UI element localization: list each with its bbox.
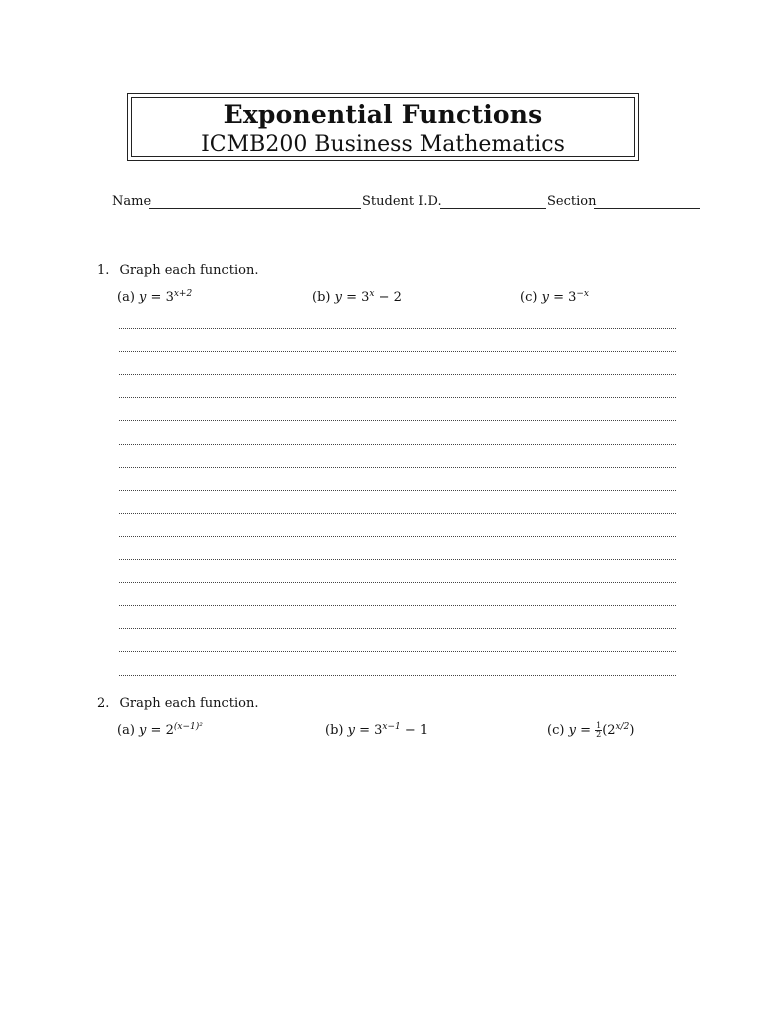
name-field-line[interactable] [149,208,361,209]
question-2-part-c: (c) y = $\frac{1}{2}$ $(2^{x/2})$ [547,721,635,739]
part-label: (b) [325,723,344,738]
tail: − 1 [400,723,429,738]
question-1-part-c: (c) $y = 3^{-x}$ [520,289,590,305]
question-1-number: 1. [97,263,110,278]
base: 2 [165,723,174,738]
answer-line[interactable] [119,675,676,676]
answer-line[interactable] [119,351,676,352]
tail: ) [629,723,635,738]
section-label: Section [547,194,597,209]
answer-line[interactable] [119,582,676,583]
question-1-heading [97,263,259,278]
page-title: Exponential Functions [223,100,543,129]
student-id-field-line[interactable] [440,208,546,209]
part-label: (c) [520,290,538,305]
question-2-number: 2. [97,696,110,711]
answer-line[interactable] [119,397,676,398]
question-2-prompt: Graph each function. [119,696,259,711]
question-1-prompt: Graph each function. [119,263,259,278]
base: 3 [374,723,383,738]
fraction-numerator: 1 [596,721,602,730]
part-label: (b) [312,290,331,305]
answer-line[interactable] [119,374,676,375]
base: 3 [568,290,577,305]
exponent: (x−1)² [173,722,203,732]
answer-line[interactable] [119,651,676,652]
student-id-label: Student I.D. [362,194,442,209]
base: (2 [602,723,616,738]
answer-line[interactable] [119,444,676,445]
answer-line[interactable] [119,490,676,491]
exponent: x/2 [615,722,630,732]
student-info-row [112,194,700,214]
exponent: −x [576,289,590,299]
answer-line[interactable] [119,420,676,421]
fraction-denominator: 2 [596,730,602,739]
part-label: (c) [547,723,565,738]
question-1-part-b: (b) $y = 3^x - 2$ [312,289,402,305]
answer-line[interactable] [119,559,676,560]
exponent: x−1 [382,722,401,732]
answer-line[interactable] [119,328,676,329]
question-2-part-b: (b) $y = 3^{x-1} - 1$ [325,722,429,738]
exponent: x+2 [173,289,193,299]
part-label: (a) [117,723,135,738]
tail: − 2 [374,290,402,305]
answer-line[interactable] [119,513,676,514]
answer-line[interactable] [119,628,676,629]
section-field-line[interactable] [594,208,700,209]
question-1-part-a: (a) $y = 3^{x+2}$ [117,289,193,305]
base: 3 [361,290,370,305]
exponent: x [369,289,375,299]
title-box [127,93,639,161]
title-inner-border [131,97,635,157]
question-2-part-a: (a) $y = 2^{(x-1)^2}$ [117,722,203,738]
base: 3 [165,290,174,305]
answer-line[interactable] [119,467,676,468]
part-label: (a) [117,290,135,305]
answer-line[interactable] [119,605,676,606]
question-2-heading [97,696,259,711]
answer-line[interactable] [119,536,676,537]
course-subtitle: ICMB200 Business Mathematics [201,132,565,157]
name-label: Name [112,194,152,209]
